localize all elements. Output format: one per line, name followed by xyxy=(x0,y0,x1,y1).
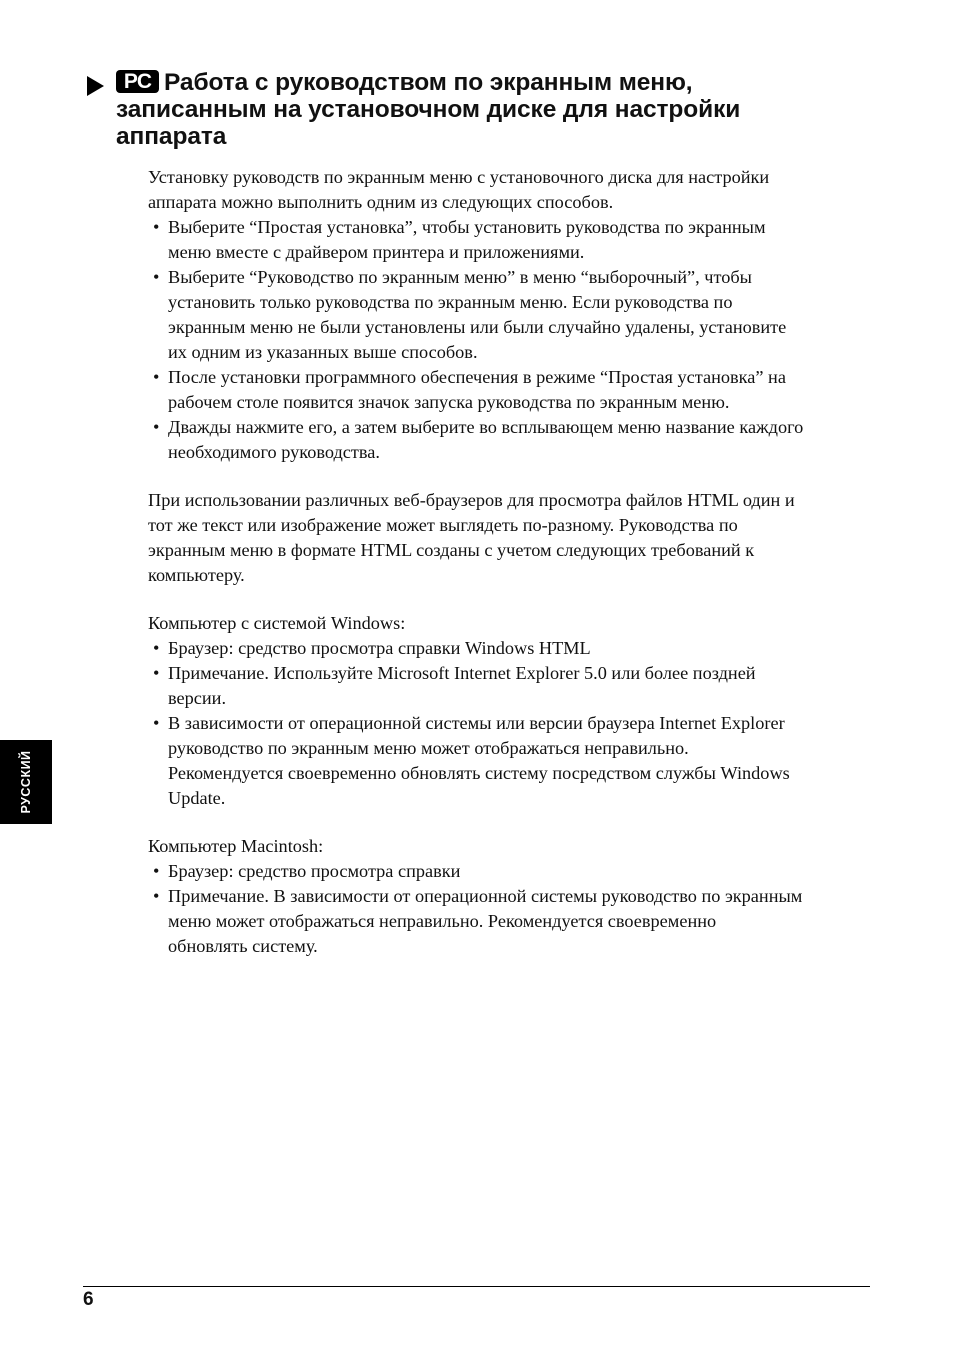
list-item: • После установки программного обеспечения в режиме “Простая установка” на рабочем столе появится значок запуска руководства по экранным меню. xyxy=(153,367,786,412)
bullet-icon: • xyxy=(153,713,160,733)
intro-paragraph xyxy=(148,165,870,215)
list-item: • Выберите “Руководство по экранным меню” в меню “выборочный”, чтобы установить только руководства по экранным меню. Если руководства по экранным меню не были установлены или были случайно удалены, установите их одним из указанных выше способов. xyxy=(153,267,787,362)
list-item: • Браузер: средство просмотра справки xyxy=(148,859,870,884)
bullet-icon: • xyxy=(153,267,160,287)
intro-bullet-list xyxy=(148,215,870,465)
footer-divider xyxy=(83,1286,870,1287)
list-item: • Примечание. В зависимости от операционной системы руководство по экранным меню может отображаться неправильно. Рекомендуется своевременно обновлять систему. xyxy=(153,886,803,956)
language-tab-label: РУССКИЙ xyxy=(19,750,33,814)
bullet-icon: • xyxy=(153,886,160,906)
list-item: • Браузер: средство просмотра справки Windows HTML xyxy=(148,636,870,661)
language-side-tab xyxy=(0,740,52,824)
windows-title: Компьютер с системой Windows: xyxy=(148,613,406,633)
mac-bullet-list xyxy=(148,859,870,959)
section-heading xyxy=(116,69,876,150)
browsers-paragraph: При использовании различных веб-браузеров для просмотра файлов HTML один и тот же текст или изображение может выглядеть по-разному. Руководства по экранным меню в формате HTML созданы с учетом следующих требований к компьютеру. xyxy=(148,490,795,585)
list-item: • Дважды нажмите его, а затем выберите во всплывающем меню название каждого необходимого руководства. xyxy=(153,417,804,462)
bullet-icon: • xyxy=(153,638,160,658)
bullet-icon: • xyxy=(153,367,160,387)
text-line: аппарата можно выполнить одним из следующих способов. xyxy=(148,192,614,212)
pc-badge-icon: PC xyxy=(116,70,159,93)
bullet-icon: • xyxy=(153,217,160,237)
section-arrow-icon xyxy=(87,76,104,96)
bullet-icon: • xyxy=(153,417,160,437)
list-item: • Примечание. Используйте Microsoft Internet Explorer 5.0 или более поздней версии. xyxy=(153,663,756,708)
windows-bullet-list xyxy=(148,636,870,811)
page-number: 6 xyxy=(83,1289,94,1310)
bullet-icon: • xyxy=(153,861,160,881)
heading-line-3: аппарата xyxy=(116,123,227,150)
heading-line-2: записанным на установочном диске для настройки xyxy=(116,96,741,123)
list-item: • Выберите “Простая установка”, чтобы установить руководства по экранным меню вместе с драйвером принтера и приложениями. xyxy=(153,217,766,262)
bullet-icon: • xyxy=(153,663,160,683)
mac-title: Компьютер Macintosh: xyxy=(148,836,324,856)
heading-line-1 xyxy=(116,69,876,96)
body-text xyxy=(148,165,870,959)
list-item: • В зависимости от операционной системы или версии браузера Internet Explorer руководство по экранным меню может отображаться неправильно. Рекомендуется своевременно обновлять систему посредством службы Windows Update. xyxy=(153,713,790,808)
text-line: Установку руководств по экранным меню с установочного диска для настройки xyxy=(148,167,770,187)
heading-line-1-text: Работа с руководством по экранным меню, xyxy=(164,69,693,96)
